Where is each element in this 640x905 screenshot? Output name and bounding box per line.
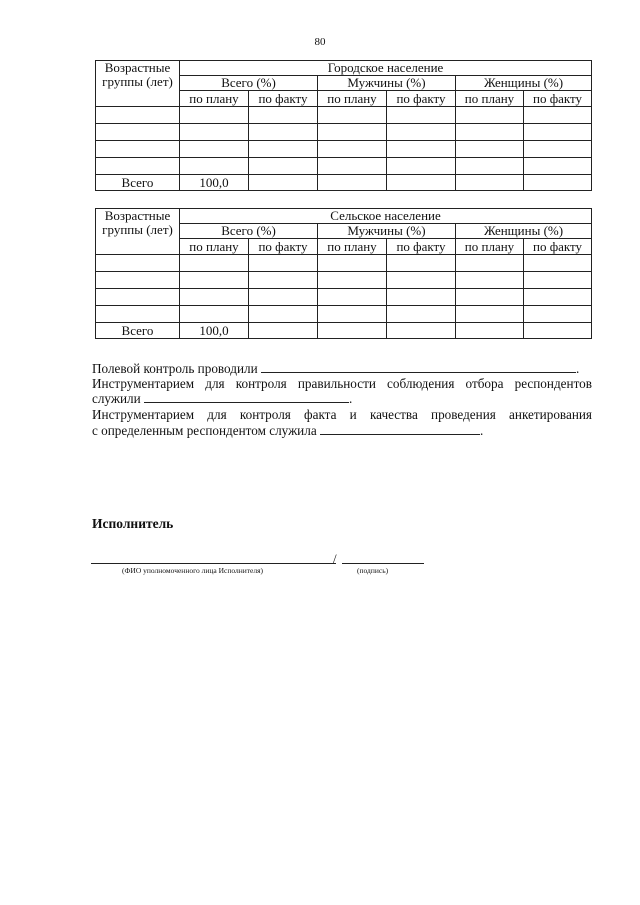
group-total-header: Всего (%) — [180, 76, 318, 91]
instrument-quality-blank[interactable] — [320, 423, 480, 435]
table-row — [96, 107, 592, 124]
sub-header-fact: по факту — [387, 91, 456, 107]
executor-signature-line[interactable] — [342, 563, 424, 564]
group-total-header: Всего (%) — [180, 224, 318, 239]
sub-header-fact: по факту — [524, 91, 592, 107]
total-value: 100,0 — [180, 323, 249, 339]
total-value: 100,0 — [180, 175, 249, 191]
signature-separator: / — [333, 551, 337, 566]
instrument-quality-line2: с определенным респондентом служила . — [92, 423, 484, 438]
total-row — [96, 323, 592, 339]
table-row — [96, 158, 592, 175]
sub-header-plan: по плану — [180, 91, 249, 107]
urban-population-table — [95, 60, 592, 191]
total-row — [96, 175, 592, 191]
group-women-header: Женщины (%) — [456, 224, 592, 239]
section-title: Городское население — [180, 61, 592, 76]
table-row — [96, 306, 592, 323]
instrument-selection-blank[interactable] — [144, 391, 349, 403]
executor-signature-caption: (подпись) — [357, 566, 389, 575]
sub-header-plan: по плану — [180, 239, 249, 255]
instrument-quality-label: с определенным респондентом служила — [92, 423, 317, 438]
field-control-line: Полевой контроль проводили . — [92, 361, 580, 376]
sub-header-fact: по факту — [249, 91, 318, 107]
age-groups-header: Возрастные группы (лет) — [96, 61, 180, 107]
sub-header-plan: по плану — [456, 239, 524, 255]
executor-name-caption: (ФИО уполномоченного лица Исполнителя) — [122, 566, 264, 575]
instrument-selection-label: служили — [92, 391, 141, 406]
group-men-header: Мужчины (%) — [318, 224, 456, 239]
field-control-label: Полевой контроль проводили — [92, 361, 258, 376]
table-row — [96, 255, 592, 272]
table-row — [96, 289, 592, 306]
total-label: Всего — [96, 323, 180, 339]
instrument-selection-line1: Инструментарием для контроля правильности соблюдения отбора респондентов — [92, 376, 592, 391]
table-row — [96, 272, 592, 289]
sub-header-plan: по плану — [318, 239, 387, 255]
sub-header-fact: по факту — [387, 239, 456, 255]
sub-header-fact: по факту — [249, 239, 318, 255]
sub-header-plan: по плану — [456, 91, 524, 107]
page-number: 80 — [314, 36, 326, 48]
group-men-header: Мужчины (%) — [318, 76, 456, 91]
instrument-selection-line2: служили . — [92, 391, 353, 406]
field-control-blank[interactable] — [261, 361, 576, 373]
executor-title: Исполнитель — [92, 516, 174, 531]
sub-header-plan: по плану — [318, 91, 387, 107]
sub-header-fact: по факту — [524, 239, 592, 255]
table-row — [96, 141, 592, 158]
table-row — [96, 124, 592, 141]
age-groups-header: Возрастные группы (лет) — [96, 209, 180, 255]
instrument-quality-line1: Инструментарием для контроля факта и качества проведения анкетирования — [92, 407, 592, 422]
total-label: Всего — [96, 175, 180, 191]
group-women-header: Женщины (%) — [456, 76, 592, 91]
section-title: Сельское население — [180, 209, 592, 224]
rural-population-table — [95, 208, 592, 339]
executor-name-line[interactable] — [91, 563, 336, 564]
